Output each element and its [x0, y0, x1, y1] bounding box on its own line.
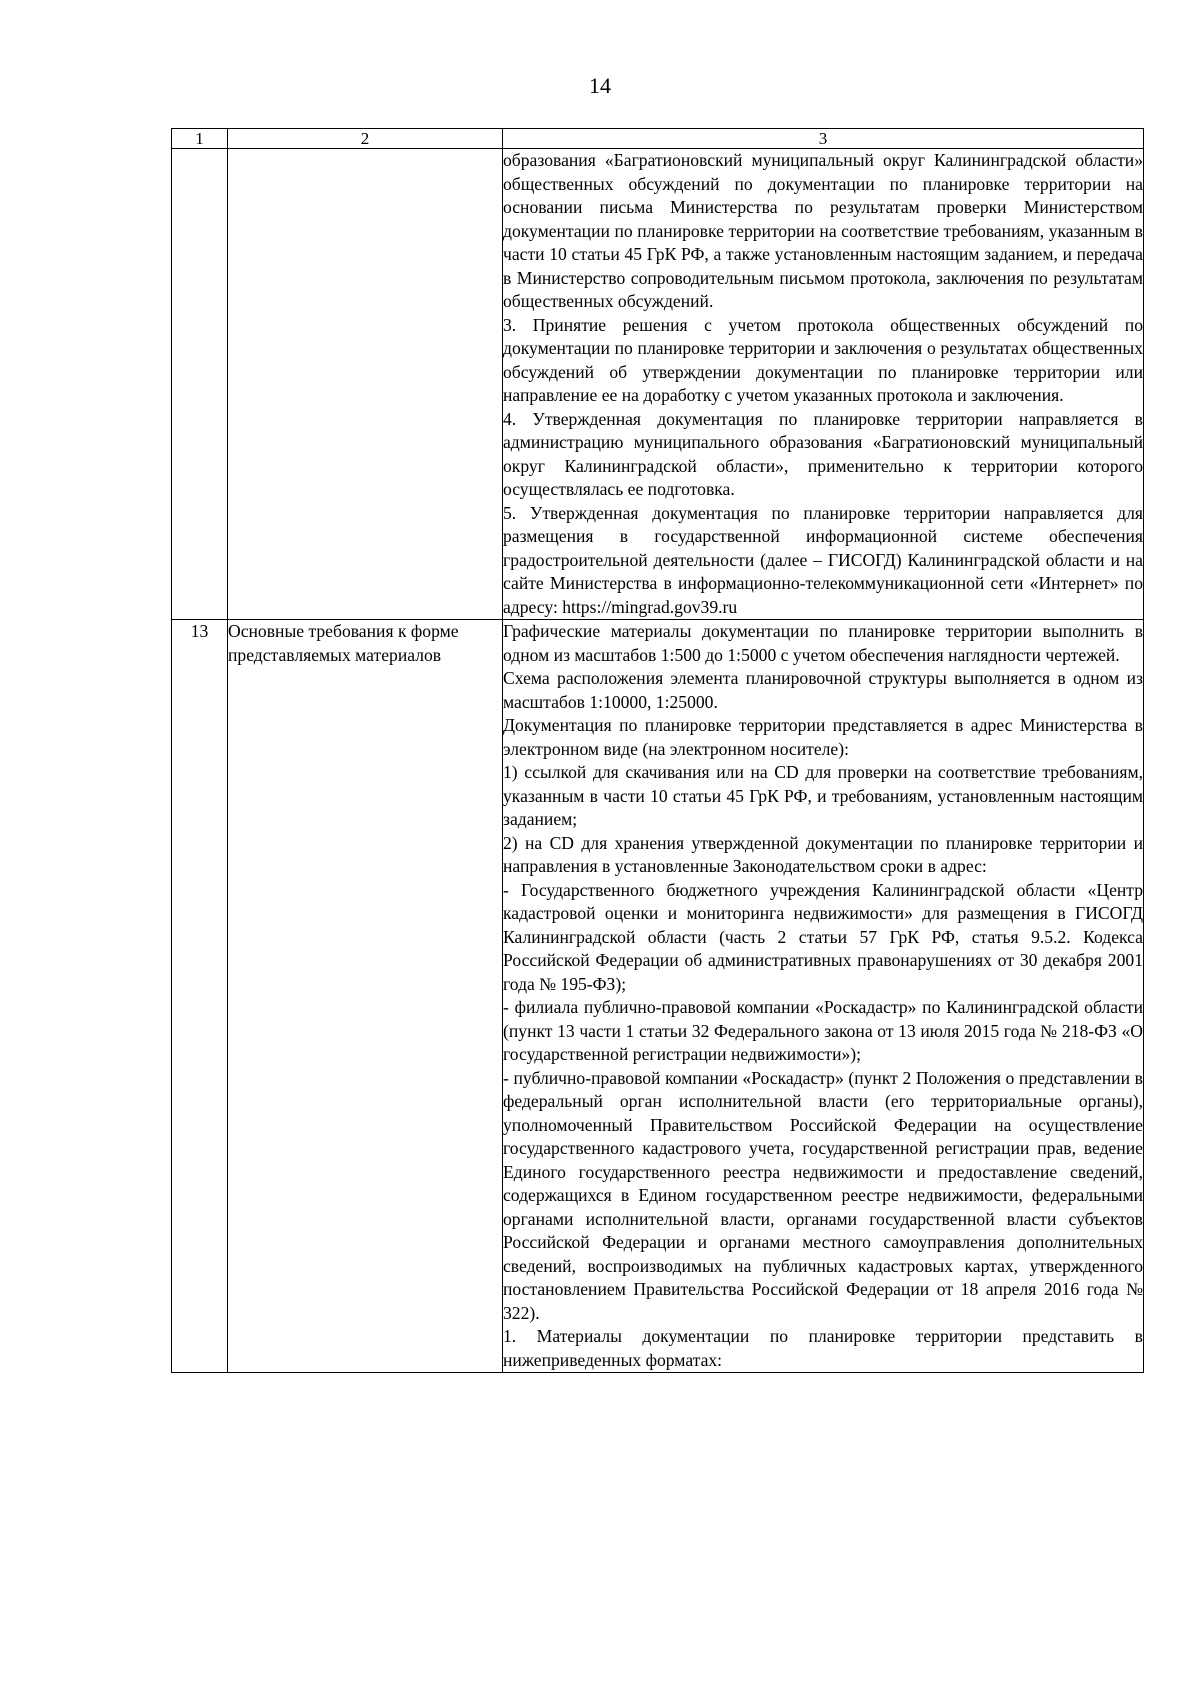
paragraph: образования «Багратионовский муниципальный округ Калининградской области» общественных обсуждений по документации по планировке территории на основании письма Министерства по результатам проверки Министерством документации по планировке территории на соответствие требованиям, указанным в части 10 статьи 45 ГрК РФ, а также установленным настоящим заданием, и передача в Министерство сопроводительным письмом протокола, заключения по результатам общественных обсуждений.: [503, 150, 1143, 311]
paragraph: 2) на CD для хранения утвержденной документации по планировке территории и направления в установленные Законодательством сроки в адрес:: [503, 832, 1143, 876]
requirements-table: [171, 128, 1144, 1373]
paragraph: Графические материалы документации по планировке территории выполнить в одном из масштабов 1:500 до 1:5000 с учетом обеспечения наглядности чертежей.: [503, 621, 1143, 665]
paragraph: Документация по планировке территории представляется в адрес Министерства в электронном виде (на электронном носителе):: [503, 715, 1143, 759]
row-number-cell: [172, 149, 228, 620]
content-cell: [503, 149, 1144, 620]
paragraph: - Государственного бюджетного учреждения Калининградской области «Центр кадастровой оценки и мониторинга недвижимости» для размещения в ГИСОГД Калининградской области (часть 2 статьи 57 ГрК РФ, статья 9.5.2. Кодекса Российской Федерации об административных правонарушениях от 30 декабря 2001 года № 195-ФЗ);: [503, 879, 1143, 994]
content-cell: [503, 620, 1144, 1373]
paragraph: - филиала публично-правовой компании «Роскадастр» по Калининградской области (пункт 13 части 1 статьи 32 Федерального закона от 13 июля 2015 года № 218-ФЗ «О государственной регистрации недвижимости»);: [503, 997, 1143, 1064]
paragraph: 1. Материалы документации по планировке территории представить в нижеприведенных форматах:: [503, 1326, 1143, 1370]
paragraph: 4. Утвержденная документация по планировке территории направляется в администрацию муниципального образования «Багратионовский муниципальный округ Калининградской области», применительно к территории которого осуществлялась ее подготовка.: [503, 408, 1143, 499]
row-number-cell: 13: [172, 620, 228, 1373]
page-number: 14: [589, 73, 611, 98]
paragraph: 3. Принятие решения с учетом протокола общественных обсуждений по документации по планировке территории и заключения о результатах общественных обсуждений об утверждении документации по планировке территории или направление ее на доработку с учетом указанных протокола и заключения.: [503, 314, 1143, 405]
table-header-row: [172, 129, 1144, 149]
paragraph: - публично-правовой компании «Роскадастр» (пункт 2 Положения о представлении в федеральный орган исполнительной власти (его территориальные органы), уполномоченный Правительством Российской Федерации на осуществление государственного кадастрового учета, государственной регистрации прав, ведение Единого государственного реестра недвижимости и предоставление сведений, содержащихся в Едином государственном реестре недвижимости, федеральными органами исполнительной власти, органами государственной власти субъектов Российской Федерации и органами местного самоуправления дополнительных сведений, воспроизводимых на публичных кадастровых картах, утвержденного постановлением Правительства Российской Федерации от 18 апреля 2016 года № 322).: [503, 1067, 1143, 1323]
column-number-2: 2: [228, 129, 503, 149]
column-number-3: 3: [503, 129, 1144, 149]
column-number-1: 1: [172, 129, 228, 149]
requirement-cell: Основные требования к форме представляемых материалов: [228, 620, 503, 1373]
table-row-13: [172, 620, 1144, 1373]
requirement-cell: [228, 149, 503, 620]
table-row-continued: [172, 149, 1144, 620]
paragraph: Схема расположения элемента планировочной структуры выполняется в одном из масштабов 1:10000, 1:25000.: [503, 668, 1143, 712]
paragraph: 5. Утвержденная документация по планировке территории направляется для размещения в государственной информационной системе обеспечения градостроительной деятельности (далее – ГИСОГД) Калининградской области и на сайте Министерства в информационно-телекоммуникационной сети «Интернет» по адресу: https://mingrad.gov39.ru: [503, 502, 1143, 617]
paragraph: 1) ссылкой для скачивания или на CD для проверки на соответствие требованиям, указанным в части 10 статьи 45 ГрК РФ, и требованиям, установленным настоящим заданием;: [503, 762, 1143, 829]
